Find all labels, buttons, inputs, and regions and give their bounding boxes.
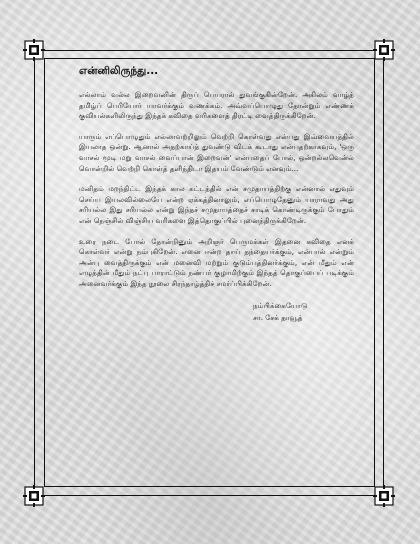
signoff-closing: நம்பிக்கையோடு	[253, 300, 308, 310]
paragraph-1: எல்லாம் வல்ல இறைவனின் திருப் பெயரால் துவங்குகின்றேன். அகிலம் வாழ்த் தமிழ்ப் பெரியோர் யாவர்க்கும் வணக்கம். அவ்வப்பொழுது தோன்றும் எண்ணக் குவியல்களிலிருந்து இந்தக் கவிதை வரிகளைத் திரட்டி வைத்திருக்கிறேன்.	[79, 90, 354, 121]
page-title: என்னிலிருந்து...	[79, 65, 159, 77]
signoff	[79, 300, 354, 324]
paragraph-3: மனிதம் மறந்திட்ட இந்தக் கால கட்டத்தில் என் சமுதாயத்திற்கு என்னால் எதுவும் செய்ய இயலவில்லையே என்ற ஏக்கத்தினாலும், எப்பொழுதேனும் யாராவது அது சரியல்ல இது சரியல்ல என்று இந்தச் சமுதாயத்தைச் சாடிக் கொண்டிருக்கும் போதும் என் நெஞ்சில் விஞ்சிய வரிகளை இத்தொகுப்பில் புனைந்திருக்கிறேன்.	[79, 184, 354, 225]
corner-ornament-bottom-right	[373, 485, 395, 507]
corner-ornament-top-left	[23, 39, 45, 61]
paragraph-4: உரை நடை போல் தோன்றினும் அறிஞர் பெருமக்கள் இதனை கவிதை எனக் கொள்வர் என்று நம்புகிறேன். எனை ஈன்ற தாய் தந்தையர்க்கும், என்பால் என்றும் அன்பு வைத்திருக்கும் என் மனைவி மற்றும் குடும்பத்தினர்க்கும், என் மீதும் என் எழுத்தின் மீதும் நட்பு பாராட்டும் நண்பர் குழாமிற்கும் இந்தத் தொகுப்பைப் படிக்கும் அனைவர்க்கும் இந்த நூலை சிரந்தாழ்த்திச் சமர்ப்பிக்கிறேன்.	[79, 236, 354, 288]
corner-ornament-top-right	[373, 39, 395, 61]
foreword-content	[79, 60, 354, 324]
paragraph-2: யாரும் எப்பொழுதும் எல்லாவற்றிலும் வெற்றி கொள்வது என்பது இவ்வையத்தில் இயலாத ஒன்று. ஆனால் அதற்காய்த் துவண்டு விடக் கூடாது என்பதற்காகவும், 'ஒரு வாசல் மூடி மறு வாசல் வைப்பான் இறைவன்' என்பதைப் போல், ஒன்றல்லவென்ல் வொன்றில் வெற்றி கொள்த் தளிந்திடா இதயம் வேண்டும் எனவும்...	[79, 131, 354, 173]
author-name: சா. சேக் தாவூத்	[253, 312, 303, 322]
corner-ornament-bottom-left	[23, 485, 45, 507]
